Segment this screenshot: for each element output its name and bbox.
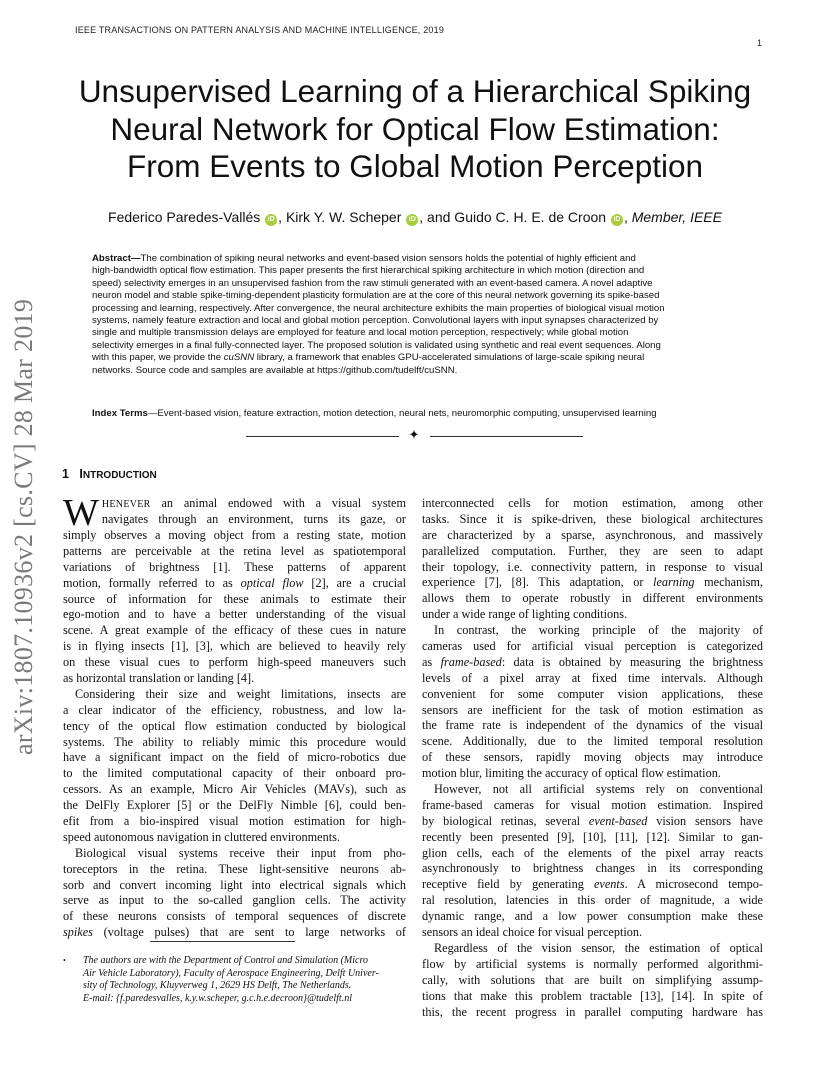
text-span: [2], are a crucial — [303, 575, 406, 590]
separator-rule-right — [430, 436, 583, 437]
text-line: are characterized by a sparse, asynchronous, and massively — [422, 527, 763, 542]
text-line — [63, 496, 406, 512]
emphasis-text: frame-based — [440, 654, 502, 669]
text-line: cameras used for artificial visual perception is categorized — [422, 639, 763, 654]
paragraph — [63, 846, 406, 941]
text-line: simply observes a moving object from a resting state, motion — [63, 528, 406, 542]
footnote-line[interactable]: E-mail: {f.paredesvalles, k.y.w.scheper, g.c.h.e.decroon}@tudelft.nl — [83, 992, 352, 1004]
abstract-line: high-bandwidth optical flow estimation. This paper presents the first hierarchical spiking architecture in which motion (direction and — [92, 265, 645, 277]
paragraph — [422, 496, 763, 623]
drop-cap: W — [63, 492, 99, 534]
footnote-text — [83, 955, 408, 1005]
text-line: cally, with solutions that are built on simplifying assump- — [422, 972, 763, 987]
text-line — [422, 814, 763, 830]
emphasis-text: optical flow — [240, 575, 304, 590]
bullet-icon: • — [63, 956, 66, 965]
page-number: 1 — [757, 38, 763, 48]
text-line: sensors an ideal choice for visual perception. — [422, 925, 643, 940]
text-line: recently been presented [9], [10], [11], [12]. Similar to gan- — [422, 829, 763, 844]
text-line: scene. Additionally, due to the limited temporal resolution — [422, 734, 763, 749]
section-title-initial: I — [79, 467, 83, 481]
footnote-line: sity of Technology, Kluyverweg 1, 2629 HS Delft, The Netherlands. — [83, 980, 352, 992]
text-line: of these neurons consists of temporal sequences of discrete — [63, 909, 406, 924]
text-line: allows them to operate robustly in different environments — [422, 591, 763, 606]
text-line: Biological visual systems receive their input from pho- — [75, 845, 406, 860]
abstract-line: speed) selectivity emerges in an unsupervised fashion from the raw stimuli generated with an event-based camera. A novel adaptive — [92, 277, 653, 289]
text-line: frame-based cameras for visual motion estimation. Inspired — [422, 797, 763, 812]
section-heading — [62, 467, 157, 481]
text-line — [422, 575, 763, 591]
text-line: the DelFly Explorer [5] or the DelFly Nimble [6], could ben- — [63, 798, 406, 813]
abstract-text: with this paper, we provide the — [92, 352, 224, 364]
author-name: , Kirk Y. W. Scheper — [278, 209, 402, 225]
author-separator: , — [623, 209, 628, 225]
text-line: speed autonomous navigation in cluttered environments. — [63, 829, 340, 844]
text-line — [422, 877, 763, 893]
abstract-label: Abstract — [92, 253, 131, 264]
paragraph — [63, 687, 406, 846]
text-line: serve as input to the so-called ganglion cells. The activity — [63, 893, 406, 908]
footnote-line: Air Vehicle Laboratory), Faculty of Aerospace Engineering, Delft Univer- — [83, 967, 379, 979]
emphasis-text: spikes — [63, 925, 93, 940]
paragraph — [422, 782, 763, 941]
abstract-dash: — — [130, 253, 141, 264]
text-line: sorb and convert incoming light into electrical signals which — [63, 877, 406, 892]
text-line: cessors. As an example, Micro Air Vehicles (MAVs), such as — [63, 782, 406, 797]
text-line: on these visual cues to perform high-speed maneuvers such — [63, 655, 406, 670]
cusnn-library-name: cuSNN — [223, 352, 255, 364]
text-line: efit from a bio-inspired visual motion estimation for high- — [63, 814, 406, 829]
text-span: by biological retinas, several — [422, 813, 589, 828]
text-line: Regardless of the vision sensor, the estimation of optical — [434, 940, 763, 955]
section-title-rest: NTRODUCTION — [82, 470, 157, 481]
text-line: the frame rate is independent of the dynamics of the visual — [422, 718, 763, 733]
text-line: variations of brightness [1]. These patterns of apparent — [63, 559, 406, 574]
author-name: , and Guido C. H. E. de Croon — [419, 209, 607, 225]
paragraph — [63, 492, 406, 687]
text-line: under a wide range of lighting conditions. — [422, 607, 628, 622]
text-line: motion blur, limiting the accuracy of optical flow estimation. — [422, 766, 721, 781]
index-terms — [92, 408, 737, 419]
diamond-star-icon: ✦ — [408, 428, 420, 443]
emphasis-text: event-based — [588, 813, 648, 828]
paper-title — [40, 73, 790, 186]
text-line: In contrast, the working principle of the majority of — [434, 623, 763, 638]
footnote-line: The authors are with the Department of Control and Simulation (Micro — [83, 955, 368, 966]
arxiv-watermark — [4, 285, 44, 755]
abstract-line: neuron model and stable spike-timing-dependent plasticity formulation are at the core of this neural network governing its spike-based — [92, 290, 660, 302]
abstract-line: systems, namely feature extraction and local and global motion perception. Convolutional layers with input synapses characterized by — [92, 315, 659, 327]
text-line: tions that make this problem tractable [13], [14]. In spite of — [422, 988, 763, 1003]
abstract-line: single and multiple transmission delays are employed for feature and local motion perception, respectively; while global motion — [92, 327, 629, 339]
text-line — [63, 576, 406, 592]
abstract-line: networks. Source code and samples are available at https://github.com/tudelft/cuSNN. — [92, 364, 458, 376]
text-span: an animal endowed with a visual system — [150, 496, 406, 510]
text-line: is in flying insects [1], [3], which are believed to heavily rely — [63, 639, 406, 654]
text-line: parallelized computation. Further, they are seen to adapt — [422, 543, 763, 558]
abstract-line: selectivity emerges in a final fully-connected layer. The proposed solution is validated using synthetic and real event sequences. Along — [92, 339, 661, 351]
footnote-rule — [150, 941, 295, 942]
arxiv-identifier: arXiv:1807.10936v2 [cs.CV] 28 Mar 2019 — [9, 298, 38, 755]
paragraph — [422, 941, 763, 1020]
text-line: ego-motion and to have a better understanding of the visual — [63, 607, 406, 622]
orcid-icon[interactable]: iD — [406, 214, 418, 226]
text-line: interconnected cells for motion estimation, among other — [422, 496, 763, 510]
text-line — [422, 655, 763, 671]
text-line: asynchronously to brightness changes in its corresponding — [422, 861, 763, 876]
text-line: to the limited computational capacity of their onboard pro- — [63, 766, 406, 781]
abstract-line: The combination of spiking neural networks and event-based vision sensors holds the potential of highly efficient and — [140, 253, 636, 264]
index-terms-label: Index Terms — [92, 408, 148, 419]
title-line: From Events to Global Motion Perception — [126, 148, 703, 184]
index-terms-text: —Event-based vision, feature extraction, motion detection, neural nets, neuromorphic computing, unsupervised learning — [147, 408, 657, 419]
body-column-left — [63, 492, 406, 941]
text-line: their topology, i.e. connectivity pattern, in response to visual — [422, 559, 763, 574]
text-span: as — [422, 654, 441, 669]
text-line: source of information for these animals to estimate their — [63, 591, 406, 606]
text-line: of these sensors, rapidly moving objects may introduce — [422, 750, 763, 765]
body-column-right — [422, 496, 763, 1020]
emphasis-text: events — [594, 877, 625, 892]
text-line: dynamic range, and a low power consumption make these — [422, 909, 763, 924]
text-span: experience [7], [8]. This adaptation, or — [422, 575, 654, 590]
text-line: convenient for some computer vision applications, these — [422, 686, 763, 701]
text-line: systems. The ability to reliably mimic this procedure would — [63, 734, 406, 749]
orcid-icon[interactable]: iD — [611, 214, 623, 226]
text-span: motion, formally referred to as — [63, 575, 241, 590]
text-line: tasks. Since it is spike-driven, these biological architectures — [422, 511, 763, 526]
text-line: patterns are perceivable at the retina level as spatiotemporal — [63, 543, 406, 558]
text-line: sensors are inefficient for the task of motion estimation as — [422, 702, 763, 717]
text-line: flow by artificial systems is normally performed algorithmi- — [422, 956, 763, 971]
text-span: (voltage pulses) that are sent to large networks of — [92, 925, 406, 940]
text-line: this, the recent progress in parallel computing hardware has — [422, 1004, 763, 1019]
title-line: Unsupervised Learning of a Hierarchical Spiking — [78, 73, 752, 109]
text-line: Considering their size and weight limitations, insects are — [75, 686, 406, 701]
text-line: toreceptors in the retina. These light-sensitive neurons ab- — [63, 861, 406, 876]
author-list — [40, 209, 790, 226]
emphasis-text: learning — [653, 575, 695, 590]
journal-header: IEEE TRANSACTIONS ON PATTERN ANALYSIS AND MACHINE INTELLIGENCE, 2019 — [75, 25, 445, 35]
text-span: . A microsecond tempo- — [624, 877, 763, 892]
text-line: ral resolution, latencies in this order of magnitude, a wide — [422, 893, 763, 908]
orcid-icon[interactable]: iD — [265, 214, 277, 226]
text-line: glion cells, each of the elements of the pixel array reacts — [422, 845, 763, 860]
text-line: scene. A great example of the efficacy of these cues in nature — [63, 623, 406, 638]
text-span: mechanism, — [694, 575, 763, 590]
lead-smallcaps: HENEVER — [101, 499, 151, 510]
text-span: receptive field by generating — [422, 877, 594, 892]
separator-rule-left — [246, 436, 399, 437]
abstract-line: processing and learning, respectively. After convergence, the neural architecture exhibits the main properties of biological visual motion — [92, 302, 665, 314]
text-span: vision sensors have — [647, 813, 763, 828]
abstract-text: library, a framework that enables GPU-accelerated simulations of large-scale spiking neural — [254, 352, 645, 364]
title-line: Neural Network for Optical Flow Estimation: — [110, 110, 720, 147]
text-span: : data is obtained by measuring the brightness — [501, 654, 763, 669]
author-name: Federico Paredes-Vallés — [108, 209, 261, 225]
author-membership: Member, IEEE — [631, 209, 722, 225]
text-line — [63, 925, 406, 941]
text-line: a clear indicator of the efficiency, robustness, and low la- — [63, 702, 406, 717]
abstract — [92, 253, 737, 377]
text-line: have a significant impact on the field of micro-robotics due — [63, 750, 406, 765]
text-line: However, not all artificial systems rely on conventional — [434, 782, 763, 797]
section-number: 1 — [62, 467, 69, 481]
paragraph — [422, 623, 763, 782]
text-line: levels of a pixel array at fixed time intervals. Although — [422, 670, 763, 685]
text-line: navigates through an environment, turns its gaze, or — [101, 511, 406, 526]
text-line: as horizontal translation or landing [4]. — [63, 671, 255, 686]
text-line: tency of the optical flow estimation conducted by biological — [63, 718, 406, 733]
